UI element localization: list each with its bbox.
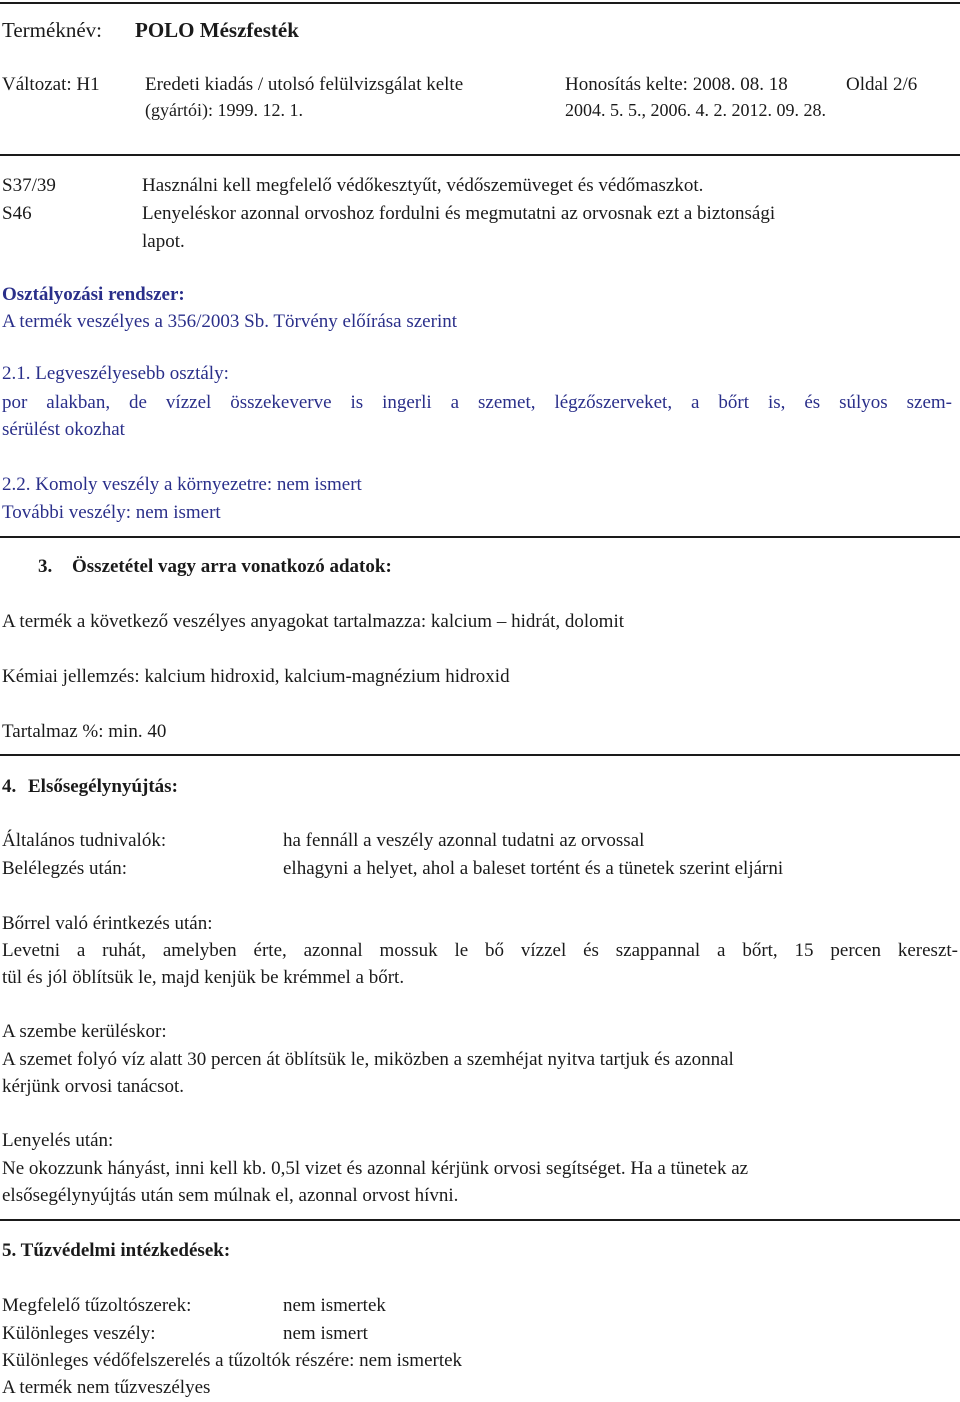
issue-line-1: Eredeti kiadás / utolsó felülvizsgálat kelte (145, 74, 464, 95)
extinguishing-media-label: Megfelelő tűzoltószerek: (2, 1295, 192, 1316)
top-rule (0, 2, 960, 4)
section-rule (0, 754, 960, 756)
section-3-hazardous-substances: A termék a következő veszélyes anyagokat tartalmazza: kalcium – hidrát, dolomit (2, 611, 625, 632)
skin-contact-label: Bőrrel való érintkezés után: (2, 913, 213, 934)
skin-contact-line-1: Levetni a ruhát, amelyben érte, azonnal mossuk le bő vízzel és szappannal a bőrt, 15 percen kereszt- (2, 940, 958, 961)
version: Változat: H1 (2, 74, 100, 95)
general-info-label: Általános tudnivalók: (2, 830, 167, 851)
authorization-line-2: 2004. 5. 5., 2006. 4. 2. 2012. 09. 28. (565, 100, 826, 120)
phrase-text: Használni kell megfelelő védőkesztyűt, védőszemüveget és védőmaszkot. (142, 175, 704, 196)
eye-contact-line-2: kérjünk orvosi tanácsot. (2, 1076, 185, 1097)
section-3-heading: Összetétel vagy arra vonatkozó adatok: (72, 556, 392, 577)
ingestion-line-2: elsősegélynyújtás után sem múlnak el, azonnal orvost hívni. (2, 1185, 459, 1206)
special-hazard-label: Különleges veszély: (2, 1323, 156, 1344)
section-2-1-heading: 2.1. Legveszélyesebb osztály: (2, 363, 229, 384)
classification-text: A termék veszélyes a 356/2003 Sb. Törvény előírása szerint (2, 311, 457, 332)
section-3-number: 3. (38, 556, 53, 577)
inhalation-value: elhagyni a helyet, ahol a baleset tortént és a tünetek szerint eljárni (283, 858, 784, 879)
section-3-chemical-description: Kémiai jellemzés: kalcium hidroxid, kalcium-magnézium hidroxid (2, 666, 510, 687)
section-3-content-percent: Tartalmaz %: min. 40 (2, 721, 167, 742)
eye-contact-line-1: A szemet folyó víz alatt 30 percen át öblítsük le, miközben a szemhéjat nyitva tartjuk és azonnal (2, 1049, 734, 1070)
classification-heading: Osztályozási rendszer: (2, 284, 185, 305)
section-2-2-line-1: 2.2. Komoly veszély a környezetre: nem ismert (2, 474, 362, 495)
page-number: Oldal 2/6 (846, 74, 918, 95)
phrase-text: Lenyeléskor azonnal orvoshoz fordulni és megmutatni az orvosnak ezt a biztonsági (142, 203, 776, 224)
phrase-text-continued: lapot. (142, 231, 185, 252)
section-2-2-line-2: További veszély: nem ismert (2, 502, 221, 523)
extinguishing-media-value: nem ismertek (283, 1295, 386, 1316)
section-4-heading: Elsősegélynyújtás: (28, 776, 178, 797)
product-label: Terméknév: (2, 18, 102, 42)
section-rule (0, 1219, 960, 1221)
not-flammable-note: A termék nem tűzveszélyes (2, 1377, 211, 1398)
general-info-value: ha fennáll a veszély azonnal tudatni az orvossal (283, 830, 645, 851)
phrase-code: S37/39 (2, 175, 56, 196)
ingestion-line-1: Ne okozzunk hányást, inni kell kb. 0,5l vizet és azonnal kérjünk orvosi segítséget. Ha a tünetek az (2, 1158, 749, 1179)
skin-contact-line-2: tül és jól öblítsük le, majd kenjük be krémmel a bőrt. (2, 967, 405, 988)
protective-equipment: Különleges védőfelszerelés a tűzoltók részére: nem ismertek (2, 1350, 463, 1371)
product-name: POLO Mészfesték (135, 18, 299, 42)
special-hazard-value: nem ismert (283, 1323, 368, 1344)
eye-contact-label: A szembe kerüléskor: (2, 1021, 167, 1042)
authorization-line-1: Honosítás kelte: 2008. 08. 18 (565, 74, 788, 95)
phrase-code: S46 (2, 203, 32, 224)
issue-line-2: (gyártói): 1999. 12. 1. (145, 100, 303, 120)
section-4-number: 4. (2, 776, 17, 797)
section-rule (0, 536, 960, 538)
ingestion-label: Lenyelés után: (2, 1130, 114, 1151)
inhalation-label: Belélegzés után: (2, 858, 128, 879)
header-rule (0, 154, 960, 156)
section-2-1-line-1: por alakban, de vízzel összekeverve is ingerli a szemet, légzőszerveket, a bőrt is, és súlyos szem- (2, 392, 952, 413)
section-5-heading: 5. Tűzvédelmi intézkedések: (2, 1240, 231, 1261)
section-2-1-line-2: sérülést okozhat (2, 419, 125, 440)
